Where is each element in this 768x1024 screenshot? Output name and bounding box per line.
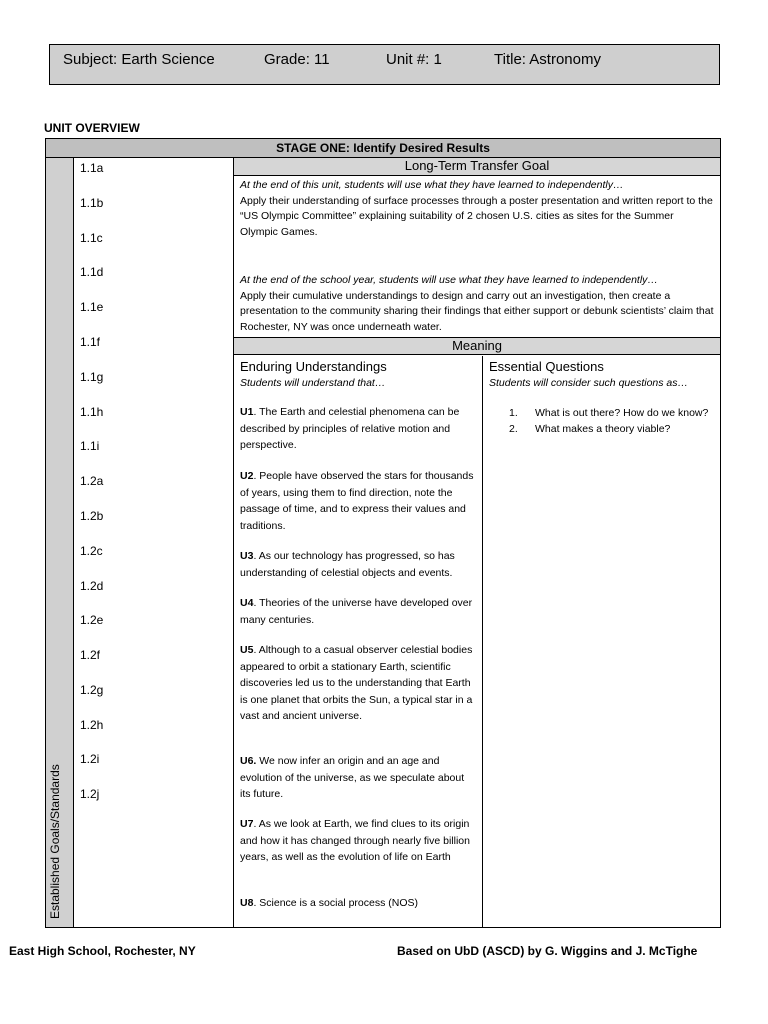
- unit-goal-intro: At the end of this unit, students will use what they have learned to independently…: [240, 179, 624, 191]
- unit-overview-heading: UNIT OVERVIEW: [44, 121, 140, 135]
- stage-one-title: STAGE ONE: Identify Desired Results: [46, 139, 720, 158]
- understanding-item: U5. Although to a casual observer celestial bodies appeared to orbit a stationary Earth, scientific discoveries led us to the understanding that Earth is one planet that orbits the Sun, a typical star in a vast and ancient universe.: [240, 644, 473, 722]
- question-item: 2. What makes a theory viable?: [509, 423, 671, 435]
- understanding-item: U3. As our technology has progressed, so has understanding of celestial objects and events.: [240, 550, 455, 579]
- standard-item: 1.2d: [80, 579, 104, 593]
- standard-item: 1.2a: [80, 474, 104, 488]
- understanding-item: U8. Science is a social process (NOS): [240, 897, 418, 909]
- understanding-item: U4. Theories of the universe have developed over many centuries.: [240, 597, 473, 626]
- unit-header: [49, 44, 720, 85]
- standard-item: 1.1h: [80, 405, 104, 419]
- standards-column: [74, 158, 234, 927]
- transfer-goal-heading: Long-Term Transfer Goal: [234, 158, 720, 176]
- understanding-item: U2. People have observed the stars for thousands of years, using them to find direction, note the passage of time, and to express their values and traditions.: [240, 470, 474, 532]
- subject-label: Subject: Earth Science: [63, 51, 215, 68]
- essential-questions-heading: Essential Questions: [489, 359, 604, 374]
- standard-item: 1.2e: [80, 613, 104, 627]
- standard-item: 1.1c: [80, 231, 103, 245]
- standard-item: 1.2g: [80, 683, 104, 697]
- desired-results-area: [234, 158, 720, 927]
- standard-item: 1.2f: [80, 648, 101, 662]
- standard-item: 1.1i: [80, 439, 100, 453]
- year-goal-text: Apply their cumulative understandings to design and carry out an investigation, then create a presentation to the community sharing their findings that either support or debunk scientists’ claim that Rochester, NY was once underneath water.: [240, 289, 714, 333]
- goals-side-column: [46, 158, 74, 927]
- standard-item: 1.1a: [80, 161, 104, 175]
- understanding-item: U1. The Earth and celestial phenomena can be described by principles of relative motion and perspective.: [240, 406, 460, 451]
- year-transfer-goal: [240, 273, 714, 335]
- standard-item: 1.1f: [80, 335, 101, 349]
- standard-item: 1.2h: [80, 718, 104, 732]
- standard-item: 1.1g: [80, 370, 104, 384]
- standard-item: 1.1d: [80, 265, 104, 279]
- established-goals-label: Established Goals/Standards: [48, 764, 62, 919]
- meaning-heading: Meaning: [234, 337, 720, 355]
- enduring-understandings-subheading: Students will understand that…: [240, 377, 386, 389]
- essential-questions-list: [509, 405, 709, 437]
- unit-number-label: Unit #: 1: [386, 51, 442, 68]
- standard-item: 1.1b: [80, 196, 104, 210]
- standard-item: 1.1e: [80, 300, 104, 314]
- standard-item: 1.2c: [80, 544, 103, 558]
- footer-school: East High School, Rochester, NY: [9, 944, 196, 958]
- question-item: 1. What is out there? How do we know?: [509, 407, 709, 419]
- unit-title-label: Title: Astronomy: [494, 51, 601, 68]
- understanding-item: U6. We now infer an origin and an age and evolution of the universe, as we speculate about its future.: [240, 755, 465, 800]
- standard-item: 1.2j: [80, 787, 100, 801]
- stage-one-table: [45, 138, 721, 928]
- enduring-understandings-column: [234, 356, 483, 927]
- year-goal-intro: At the end of the school year, students will use what they have learned to independently…: [240, 274, 658, 286]
- essential-questions-column: [483, 356, 720, 927]
- standard-item: 1.2b: [80, 509, 104, 523]
- grade-label: Grade: 11: [264, 51, 330, 68]
- unit-transfer-goal: [240, 178, 714, 240]
- understanding-item: U7. As we look at Earth, we find clues to its origin and how it has changed through nearly five billion years, as well as the evolution of life on Earth: [240, 818, 470, 863]
- essential-questions-subheading: Students will consider such questions as…: [489, 377, 689, 389]
- enduring-understandings-heading: Enduring Understandings: [240, 359, 387, 374]
- unit-goal-text: Apply their understanding of surface processes through a poster presentation and written report to the “US Olympic Committee” explaining suitability of 2 chosen U.S. cities as sites for the Summer Olympic Games.: [240, 194, 713, 238]
- standard-item: 1.2i: [80, 752, 100, 766]
- footer-credit: Based on UbD (ASCD) by G. Wiggins and J. McTighe: [397, 944, 698, 958]
